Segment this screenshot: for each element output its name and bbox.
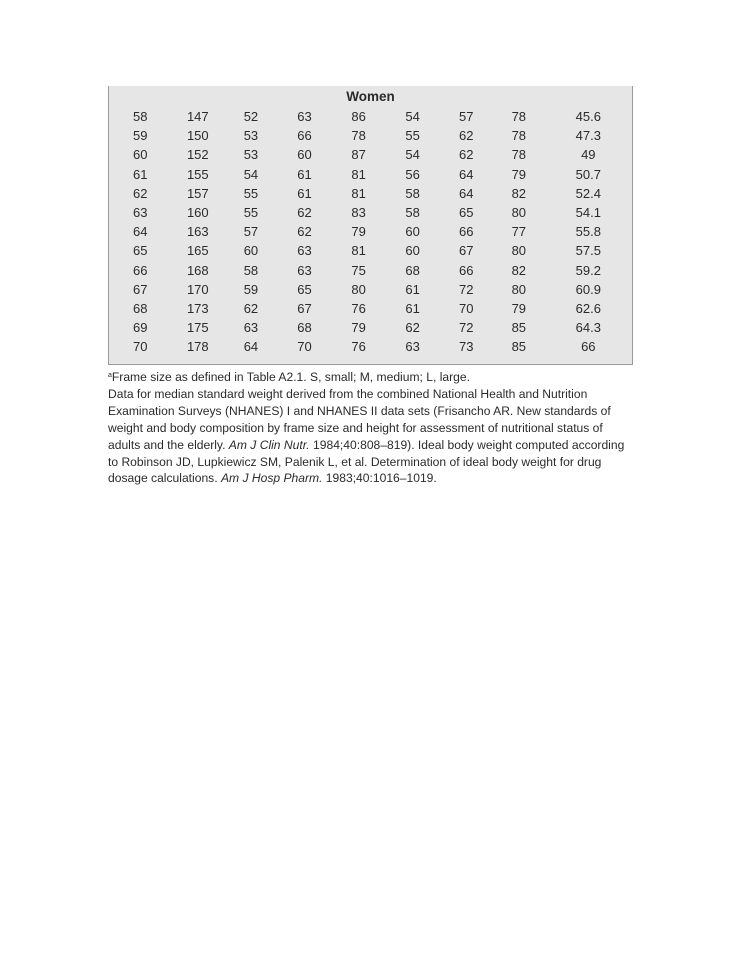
table-cell: 85 — [511, 339, 527, 355]
table-cell: 82 — [511, 262, 527, 278]
table-cell: 83 — [351, 205, 366, 221]
table-cell: 66 — [458, 224, 474, 240]
table-cell: 61 — [297, 166, 312, 182]
table-cell: 54.1 — [575, 205, 601, 221]
table-cell: 168 — [186, 262, 209, 278]
table-cell: 62 — [133, 185, 148, 201]
table-cell: 157 — [186, 185, 209, 201]
table-cell: 79 — [511, 166, 527, 182]
table-cell: 45.6 — [575, 109, 601, 124]
table-cell: 50.7 — [575, 166, 601, 182]
table-cell: 70 — [133, 339, 148, 355]
table-row — [109, 126, 632, 145]
table-cell: 61 — [297, 185, 312, 201]
table-cell: 175 — [186, 320, 209, 336]
table-cell: 160 — [186, 205, 209, 221]
footnotes — [108, 369, 633, 487]
table-cell: 81 — [351, 243, 366, 259]
table-cell: 82 — [511, 185, 527, 201]
table-cell: 61 — [133, 166, 148, 182]
table-cell: 62 — [405, 320, 420, 336]
table-cell: 79 — [511, 301, 527, 317]
source-text-part2: 1984;40:808–819). Ideal body weight computed according to Robinson JD, Lupkiewicz SM, Palenik L, et al. Determination of ideal body weight for drug dosage calculations. — [108, 437, 625, 486]
table-cell: 79 — [351, 320, 366, 336]
table-cell: 52 — [243, 109, 259, 124]
table-cell: 58 — [243, 262, 259, 278]
table-cell: 57 — [458, 109, 474, 124]
table-cell: 68 — [405, 262, 420, 278]
table-cell: 60 — [405, 224, 420, 240]
table-row — [109, 318, 632, 337]
table-row — [109, 337, 632, 356]
journal-citation-1: Am J Clin Nutr. — [228, 437, 310, 452]
table-cell: 66 — [133, 262, 148, 278]
footnote-marker: a — [108, 372, 112, 379]
table-cell: 57 — [243, 224, 259, 240]
table-cell: 147 — [186, 109, 209, 124]
table-cell: 163 — [186, 224, 209, 240]
table-cell: 63 — [297, 109, 312, 124]
table-cell: 66 — [458, 262, 474, 278]
table-cell: 65 — [458, 205, 474, 221]
table-row — [109, 222, 632, 241]
table-cell: 87 — [351, 147, 366, 163]
journal-citation-2: Am J Hosp Pharm. — [220, 471, 323, 486]
table-cell: 56 — [405, 166, 420, 182]
table-cell: 64 — [243, 339, 259, 355]
table-cell: 165 — [186, 243, 209, 259]
table-cell: 76 — [351, 339, 366, 355]
table-cell: 62.6 — [575, 301, 601, 317]
table-cell: 69 — [133, 320, 148, 336]
table-cell: 60 — [297, 147, 312, 163]
table-cell: 73 — [458, 339, 474, 355]
table-cell: 65 — [297, 281, 312, 297]
table-cell: 75 — [351, 262, 366, 278]
table-cell: 60 — [133, 147, 148, 163]
table-cell: 63 — [133, 205, 148, 221]
table-cell: 152 — [186, 147, 209, 163]
table-cell: 86 — [351, 109, 366, 124]
table-cell: 64.3 — [575, 320, 601, 336]
table-row — [109, 184, 632, 203]
table-cell: 170 — [186, 281, 209, 297]
table-row — [109, 165, 632, 184]
table-cell: 76 — [351, 301, 366, 317]
footnote-frame-size — [108, 369, 633, 386]
table-cell: 62 — [297, 224, 312, 240]
table-cell: 81 — [351, 166, 366, 182]
table-row — [109, 107, 632, 126]
table-cell: 59.2 — [575, 262, 601, 278]
table-row — [109, 203, 632, 222]
table-row — [109, 280, 632, 299]
table-cell: 65 — [133, 243, 148, 259]
table-cell: 61 — [405, 301, 420, 317]
table-cell: 58 — [133, 109, 148, 124]
table-cell: 60 — [405, 243, 420, 259]
table-cell: 58 — [405, 185, 420, 201]
table-cell: 61 — [405, 281, 420, 297]
table-cell: 78 — [511, 128, 527, 144]
table-cell: 77 — [511, 224, 527, 240]
table-cell: 173 — [186, 301, 209, 317]
table-cell: 53 — [243, 147, 259, 163]
table-cell: 55 — [243, 205, 259, 221]
table-cell: 54 — [243, 166, 259, 182]
table-cell: 66 — [297, 128, 312, 144]
table-cell: 67 — [297, 301, 312, 317]
table-cell: 64 — [458, 185, 474, 201]
table-cell: 52.4 — [575, 185, 601, 201]
table-cell: 79 — [351, 224, 366, 240]
table-cell: 63 — [297, 262, 312, 278]
source-text-part1: Data for median standard weight derived from the combined National Health and Nutrition Examination Surveys (NHANES) I and NHANES II data sets (Frisancho AR. New standards of weight and body composition by frame size and height for assessment of nutritional status of adults and the elderly. — [108, 386, 611, 452]
footnote-frame-size-text: Frame size as defined in Table A2.1. S, small; M, medium; L, large. — [111, 370, 470, 384]
table-cell: 80 — [511, 281, 527, 297]
table-cell: 78 — [511, 109, 527, 124]
table-cell: 59 — [243, 281, 259, 297]
footnote-source — [108, 386, 633, 487]
table-cell: 85 — [511, 320, 527, 336]
data-table — [109, 107, 632, 357]
table-cell: 67 — [458, 243, 474, 259]
table-cell: 70 — [297, 339, 312, 355]
table-cell: 62 — [458, 147, 474, 163]
table-cell: 67 — [133, 281, 148, 297]
table-cell: 47.3 — [575, 128, 601, 144]
table-cell: 80 — [351, 281, 366, 297]
table-cell: 58 — [405, 205, 420, 221]
table-cell: 81 — [351, 185, 366, 201]
table-cell: 178 — [186, 339, 209, 355]
section-title-women: Women — [346, 89, 395, 104]
table-cell: 55 — [243, 185, 259, 201]
table-cell: 70 — [458, 301, 474, 317]
table-cell: 150 — [186, 128, 209, 144]
table-cell: 64 — [133, 224, 148, 240]
table-body — [109, 107, 632, 357]
table-cell: 59 — [133, 128, 148, 144]
table-cell: 49 — [581, 147, 596, 163]
table-cell: 80 — [511, 205, 527, 221]
table-cell: 60.9 — [575, 281, 601, 297]
table-cell: 53 — [243, 128, 259, 144]
table-row — [109, 261, 632, 280]
table-cell: 62 — [243, 301, 259, 317]
table-row — [109, 299, 632, 318]
table-cell: 68 — [133, 301, 148, 317]
table-cell: 57.5 — [575, 243, 601, 259]
table-row — [109, 145, 632, 164]
table-cell: 72 — [458, 281, 474, 297]
table-cell: 64 — [458, 166, 474, 182]
table-cell: 80 — [511, 243, 527, 259]
source-text-part3: 1983;40:1016–1019. — [322, 471, 437, 486]
table-cell: 62 — [458, 128, 474, 144]
table-cell: 78 — [351, 128, 366, 144]
table-cell: 62 — [297, 205, 312, 221]
table-cell: 60 — [243, 243, 259, 259]
table-cell: 63 — [243, 320, 259, 336]
table-cell: 68 — [297, 320, 312, 336]
table-cell: 54 — [405, 109, 420, 124]
table-row — [109, 241, 632, 260]
table-cell: 54 — [405, 147, 420, 163]
women-weight-table — [108, 86, 633, 365]
table-cell: 155 — [186, 166, 209, 182]
table-cell: 72 — [458, 320, 474, 336]
table-cell: 63 — [405, 339, 420, 355]
table-cell: 55 — [405, 128, 420, 144]
table-cell: 66 — [581, 339, 596, 355]
table-cell: 78 — [511, 147, 527, 163]
table-cell: 55.8 — [575, 224, 601, 240]
table-cell: 63 — [297, 243, 312, 259]
